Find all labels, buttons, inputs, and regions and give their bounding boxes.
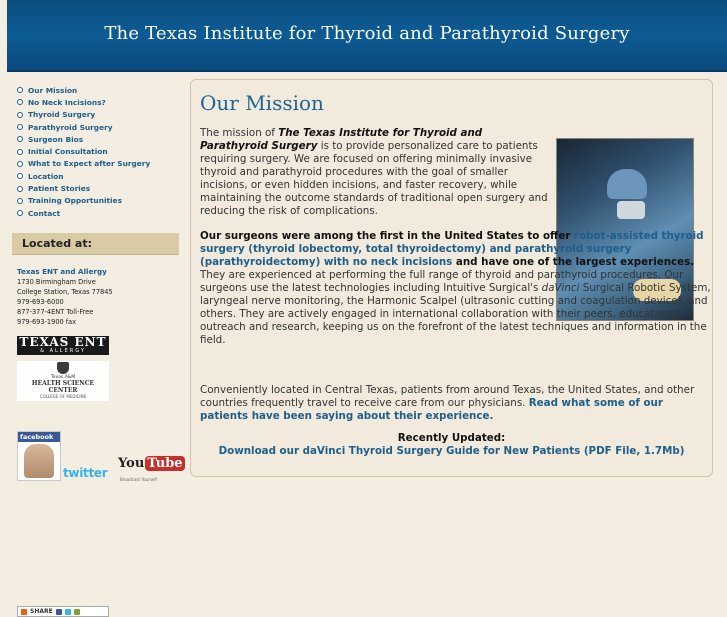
nav-item-no-neck-incisions[interactable] bbox=[17, 96, 150, 108]
health-science-center-logo[interactable] bbox=[17, 361, 109, 401]
surgeons-bold-intro: Our surgeons were among the first in the United States to offer bbox=[200, 230, 575, 242]
nav-item-parathyroid-surgery[interactable] bbox=[17, 121, 150, 133]
youtube-you-text: You bbox=[118, 456, 145, 471]
location-paragraph bbox=[200, 384, 708, 423]
surgical-cap-shape bbox=[607, 169, 647, 199]
nav-item-surgeon-bios[interactable] bbox=[17, 133, 150, 145]
surgeons-paragraph bbox=[200, 230, 712, 347]
bullet-icon bbox=[17, 186, 23, 192]
davinci-italic: daVinci bbox=[541, 282, 580, 294]
recently-updated-heading: Recently Updated: bbox=[397, 432, 506, 444]
nav-item-contact[interactable] bbox=[17, 207, 150, 219]
nav-item-patient-stories[interactable] bbox=[17, 182, 150, 194]
address-line-2: College Station, Texas 77845 bbox=[17, 288, 113, 296]
hsc-logo-line-1: Texas A&M bbox=[50, 375, 76, 380]
surgical-mask-shape bbox=[617, 201, 645, 219]
texas-ent-logo[interactable] bbox=[17, 336, 109, 355]
crest-icon bbox=[57, 362, 69, 374]
nav-item-training-opportunities[interactable] bbox=[17, 195, 150, 207]
youtube-tagline: Broadcast Yourself bbox=[120, 477, 157, 482]
recently-updated bbox=[191, 432, 712, 458]
bullet-icon bbox=[17, 161, 23, 167]
download-guide-link[interactable]: Download our daVinci Thyroid Surgery Guide for New Patients (PDF File, 1.7Mb) bbox=[218, 445, 685, 457]
sidebar bbox=[0, 80, 185, 615]
texas-ent-logo-text: TEXAS ENT bbox=[19, 335, 107, 349]
bullet-icon bbox=[17, 198, 23, 204]
tollfree-number: 877-377-4ENT Toll-Free bbox=[17, 308, 94, 316]
bullet-icon bbox=[17, 136, 23, 142]
site-title: The Texas Institute for Thyroid and Parathyroid Surgery bbox=[104, 23, 630, 44]
nav-link[interactable]: Parathyroid Surgery bbox=[28, 122, 113, 132]
located-at-heading bbox=[12, 233, 179, 255]
nav-item-what-to-expect[interactable] bbox=[17, 158, 150, 170]
nav-link[interactable]: Our Mission bbox=[28, 85, 78, 95]
nav-item-thyroid-surgery[interactable] bbox=[17, 109, 150, 121]
phone-number: 979-693-6000 bbox=[17, 298, 64, 306]
surgeons-bold-experience: and have one of the largest experiences. bbox=[452, 256, 695, 268]
twitter-share-icon bbox=[65, 609, 71, 615]
youtube-tube-text: Tube bbox=[147, 456, 183, 471]
hsc-logo-line-3: COLLEGE OF MEDICINE bbox=[39, 394, 87, 399]
facebook-logo: facebook bbox=[18, 432, 60, 442]
nav-link[interactable]: No Neck Incisions? bbox=[28, 97, 106, 107]
surgeons-text-b: Surgical Robotic System, laryngeal nerve monitoring, the Harmonic Scalpel (ultrasonic cutting and coagulation device), and others. They are actively engaged in international collaboration with their peers, educational outreach and research, keeping us on the forefront of the latest techniques and information in the field. bbox=[200, 282, 711, 346]
nav-link[interactable]: Patient Stories bbox=[28, 184, 91, 194]
nav-item-our-mission[interactable] bbox=[17, 84, 150, 96]
located-at-label: Located at: bbox=[22, 237, 93, 250]
main-content bbox=[190, 79, 713, 477]
bullet-icon bbox=[17, 173, 23, 179]
mission-text-rest: is to provide personalized care to patients requiring surgery. We are focused on offering minimally invasive thyroid and parathyroid procedures with the goal of smaller incisions, or even hidden incisions, and faster recovery, while maintaining the outcome standards of traditional open surgery and reducing the risk of complications. bbox=[200, 140, 548, 217]
youtube-logo[interactable] bbox=[118, 456, 185, 471]
site-header bbox=[7, 0, 727, 72]
robotic-surgery-link[interactable]: robot-assisted thyroid surgery (thyroid lobectomy, total thyroidectomy) and parathyroid surgery (parathyroidectomy) with no neck incisions bbox=[200, 230, 704, 268]
facebook-badge[interactable] bbox=[17, 431, 61, 481]
nav-link[interactable]: Initial Consultation bbox=[28, 147, 108, 157]
twitter-logo[interactable]: twitter bbox=[63, 466, 108, 480]
fax-number: 979-693-1900 fax bbox=[17, 318, 77, 326]
mission-paragraph bbox=[200, 127, 552, 218]
bullet-icon bbox=[17, 99, 23, 105]
share-label: SHARE bbox=[30, 608, 53, 615]
bullet-icon bbox=[17, 210, 23, 216]
main-nav bbox=[17, 84, 150, 219]
nav-link[interactable]: Surgeon Bios bbox=[28, 134, 84, 144]
page-title: Our Mission bbox=[200, 91, 324, 115]
nav-link[interactable]: Thyroid Surgery bbox=[28, 110, 96, 120]
nav-item-location[interactable] bbox=[17, 170, 150, 182]
address-line-1: 1730 Birmingham Drive bbox=[17, 278, 96, 286]
facebook-share-icon bbox=[56, 609, 62, 615]
mission-text-start: The mission of bbox=[200, 127, 279, 139]
bullet-icon bbox=[17, 149, 23, 155]
organization-name: The Texas Institute for Thyroid and Parathyroid Surgery bbox=[200, 127, 483, 152]
nav-item-initial-consultation[interactable] bbox=[17, 145, 150, 157]
more-share-icon bbox=[74, 609, 80, 615]
address-block bbox=[17, 267, 113, 327]
share-button[interactable] bbox=[17, 606, 109, 617]
bullet-icon bbox=[17, 87, 23, 93]
location-text: Conveniently located in Central Texas, patients from around Texas, the United States, and other countries frequently travel to receive care from our physicians. bbox=[200, 384, 695, 409]
share-icon bbox=[21, 609, 27, 615]
practice-name-link[interactable]: Texas ENT and Allergy bbox=[17, 267, 107, 276]
profile-photo bbox=[24, 444, 54, 478]
bullet-icon bbox=[17, 112, 23, 118]
nav-link[interactable]: Contact bbox=[28, 208, 61, 218]
nav-link[interactable]: Training Opportunities bbox=[28, 196, 122, 206]
nav-link[interactable]: What to Expect after Surgery bbox=[28, 159, 151, 169]
nav-link[interactable]: Location bbox=[28, 171, 64, 181]
surgeons-text-a: They are experienced at performing the full range of thyroid and parathyroid procedures. Our surgeons use the latest technologies including Intuitive Surgical's bbox=[200, 269, 684, 294]
patient-stories-link[interactable]: Read what some of our patients have been saying about their experience. bbox=[200, 397, 663, 422]
texas-ent-logo-subtext: & ALLERGY bbox=[40, 348, 86, 354]
hsc-logo-line-2: HEALTH SCIENCE CENTER bbox=[31, 380, 95, 394]
bullet-icon bbox=[17, 124, 23, 130]
